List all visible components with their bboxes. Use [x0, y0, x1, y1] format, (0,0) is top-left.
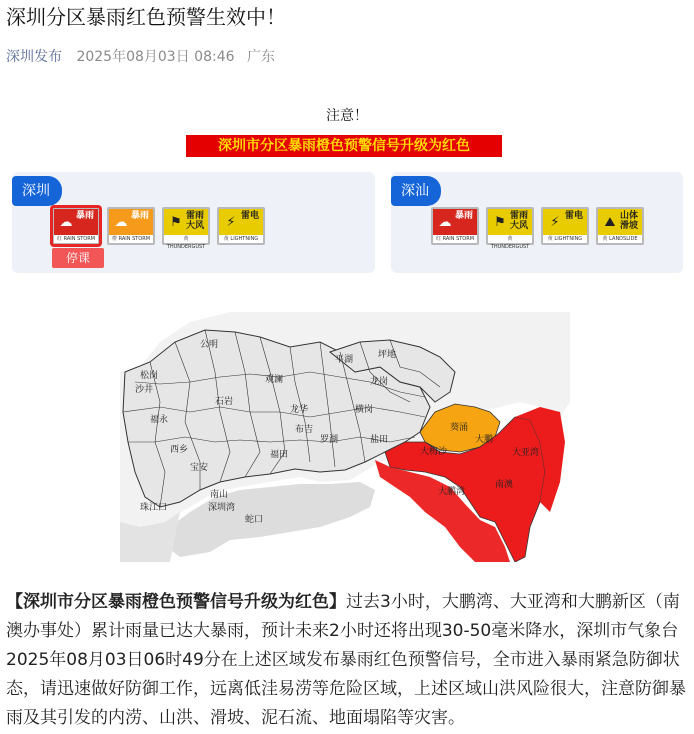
- signal-name: 雷雨大风: [509, 211, 528, 231]
- map-label: 罗湖: [320, 435, 339, 445]
- signal-name: 暴雨: [75, 211, 94, 221]
- map-label: 观澜: [265, 375, 284, 385]
- signal-lightning-yellow[interactable]: [541, 207, 589, 245]
- map-label: 公明: [200, 340, 219, 350]
- signal-panel-shenzhen: [12, 172, 375, 273]
- signal-name: 雷电: [240, 211, 259, 221]
- signal-en: 橙 RAIN STORM: [109, 235, 153, 243]
- map-label: 大亚湾: [512, 448, 540, 458]
- map-label: 福永: [150, 415, 169, 425]
- region-tab-shenzhen: 深圳: [12, 176, 62, 206]
- map-label: 坪地: [378, 350, 397, 360]
- publish-date: 2025年08月03日 08:46: [76, 49, 235, 65]
- signal-en: 黄 THUNDERGUST: [164, 235, 208, 243]
- map-label: 大鹏: [475, 435, 494, 445]
- warning-banner: 深圳市分区暴雨橙色预警信号升级为红色: [186, 135, 502, 157]
- signal-rainstorm-orange[interactable]: [107, 207, 155, 245]
- map-label: 蛇口: [245, 515, 264, 525]
- map-label: 葵涌: [450, 423, 469, 433]
- signal-en: 黄 LIGHTNING: [543, 235, 587, 243]
- publish-location: 广东: [246, 49, 275, 65]
- map-label: 南澳: [495, 480, 514, 490]
- map-label: 西乡: [170, 445, 189, 455]
- signal-name: 山体滑坡: [619, 211, 638, 231]
- warning-map: [120, 312, 570, 562]
- signal-en: 黄 LIGHTNING: [219, 235, 263, 243]
- signal-en: 红 RAIN STORM: [433, 235, 477, 243]
- signal-list: [431, 207, 644, 250]
- rain-cloud-icon: ☁: [438, 215, 452, 230]
- map-label: 布吉: [295, 425, 314, 435]
- map-label: 宝安: [190, 463, 209, 473]
- landslide-icon: ⛰: [604, 215, 616, 230]
- map-label: 盐田: [370, 435, 389, 445]
- signal-name: 暴雨: [454, 211, 473, 221]
- article-body: [6, 588, 690, 733]
- lightning-icon: ⚡: [226, 215, 236, 230]
- map-label: 福田: [270, 450, 289, 460]
- signal-name: 暴雨: [130, 211, 149, 221]
- article-text: 过去3小时，大鹏湾、大亚湾和大鹏新区（南澳办事处）累计雨量已达大暴雨，预计未来2小时还将出现30-50毫米降水，深圳市气象台2025年08月03日06时49分在上述区域发布暴雨红色预警信号，全市进入暴雨紧急防御状态，请迅速做好防御工作，远离低洼易涝等危险区域，上述区域山洪风险很大，注意防御暴雨及其引发的内涝、山洪、滑坡、泥石流、地面塌陷等灾害。: [6, 592, 686, 728]
- rain-cloud-icon: ☁: [114, 215, 128, 230]
- signal-lightning-yellow[interactable]: [217, 207, 265, 245]
- signal-list: [52, 207, 265, 250]
- signal-landslide-yellow[interactable]: [596, 207, 644, 245]
- signal-name: 雷雨大风: [185, 211, 204, 231]
- map-label: 大梅沙: [420, 447, 448, 457]
- signal-thundergust-yellow[interactable]: [486, 207, 534, 250]
- map-label: 珠江口: [140, 503, 168, 513]
- map-label: 横岗: [355, 405, 374, 415]
- article-lead: 【深圳市分区暴雨橙色预警信号升级为红色】: [6, 592, 346, 612]
- map-label: 大鹏湾: [438, 487, 466, 497]
- signal-panel-shenshan: [391, 172, 683, 273]
- map-label: 龙华: [290, 405, 309, 415]
- signal-thundergust-yellow[interactable]: [162, 207, 210, 250]
- class-suspension-badge[interactable]: 停课: [52, 248, 104, 268]
- signal-rainstorm-red[interactable]: [52, 207, 100, 245]
- signal-en: 黄 THUNDERGUST: [488, 235, 532, 243]
- article-title: 深圳分区暴雨红色预警生效中！: [6, 5, 286, 29]
- map-label: 南山: [210, 490, 229, 500]
- map-label: 龙岗: [370, 377, 389, 387]
- region-tab-shenshan: 深汕: [391, 176, 441, 206]
- map-label: 松岗: [140, 371, 159, 381]
- map-label: 沙井: [135, 385, 154, 395]
- notice-text: 注意！: [326, 108, 368, 124]
- flag-icon: ⚑: [170, 215, 182, 230]
- map-label: 深圳湾: [208, 503, 236, 513]
- flag-icon: ⚑: [494, 215, 506, 230]
- account-link[interactable]: 深圳发布: [6, 49, 62, 65]
- signal-name: 雷电: [564, 211, 583, 221]
- map-label: 石岩: [215, 397, 234, 407]
- signal-rainstorm-red[interactable]: [431, 207, 479, 245]
- signal-en: 红 RAIN STORM: [54, 235, 98, 243]
- signal-en: 黄 LANDSLIDE: [598, 235, 642, 243]
- article-meta: [6, 46, 283, 66]
- rain-cloud-icon: ☁: [59, 215, 73, 230]
- map-label: 平湖: [335, 355, 354, 365]
- lightning-icon: ⚡: [550, 215, 560, 230]
